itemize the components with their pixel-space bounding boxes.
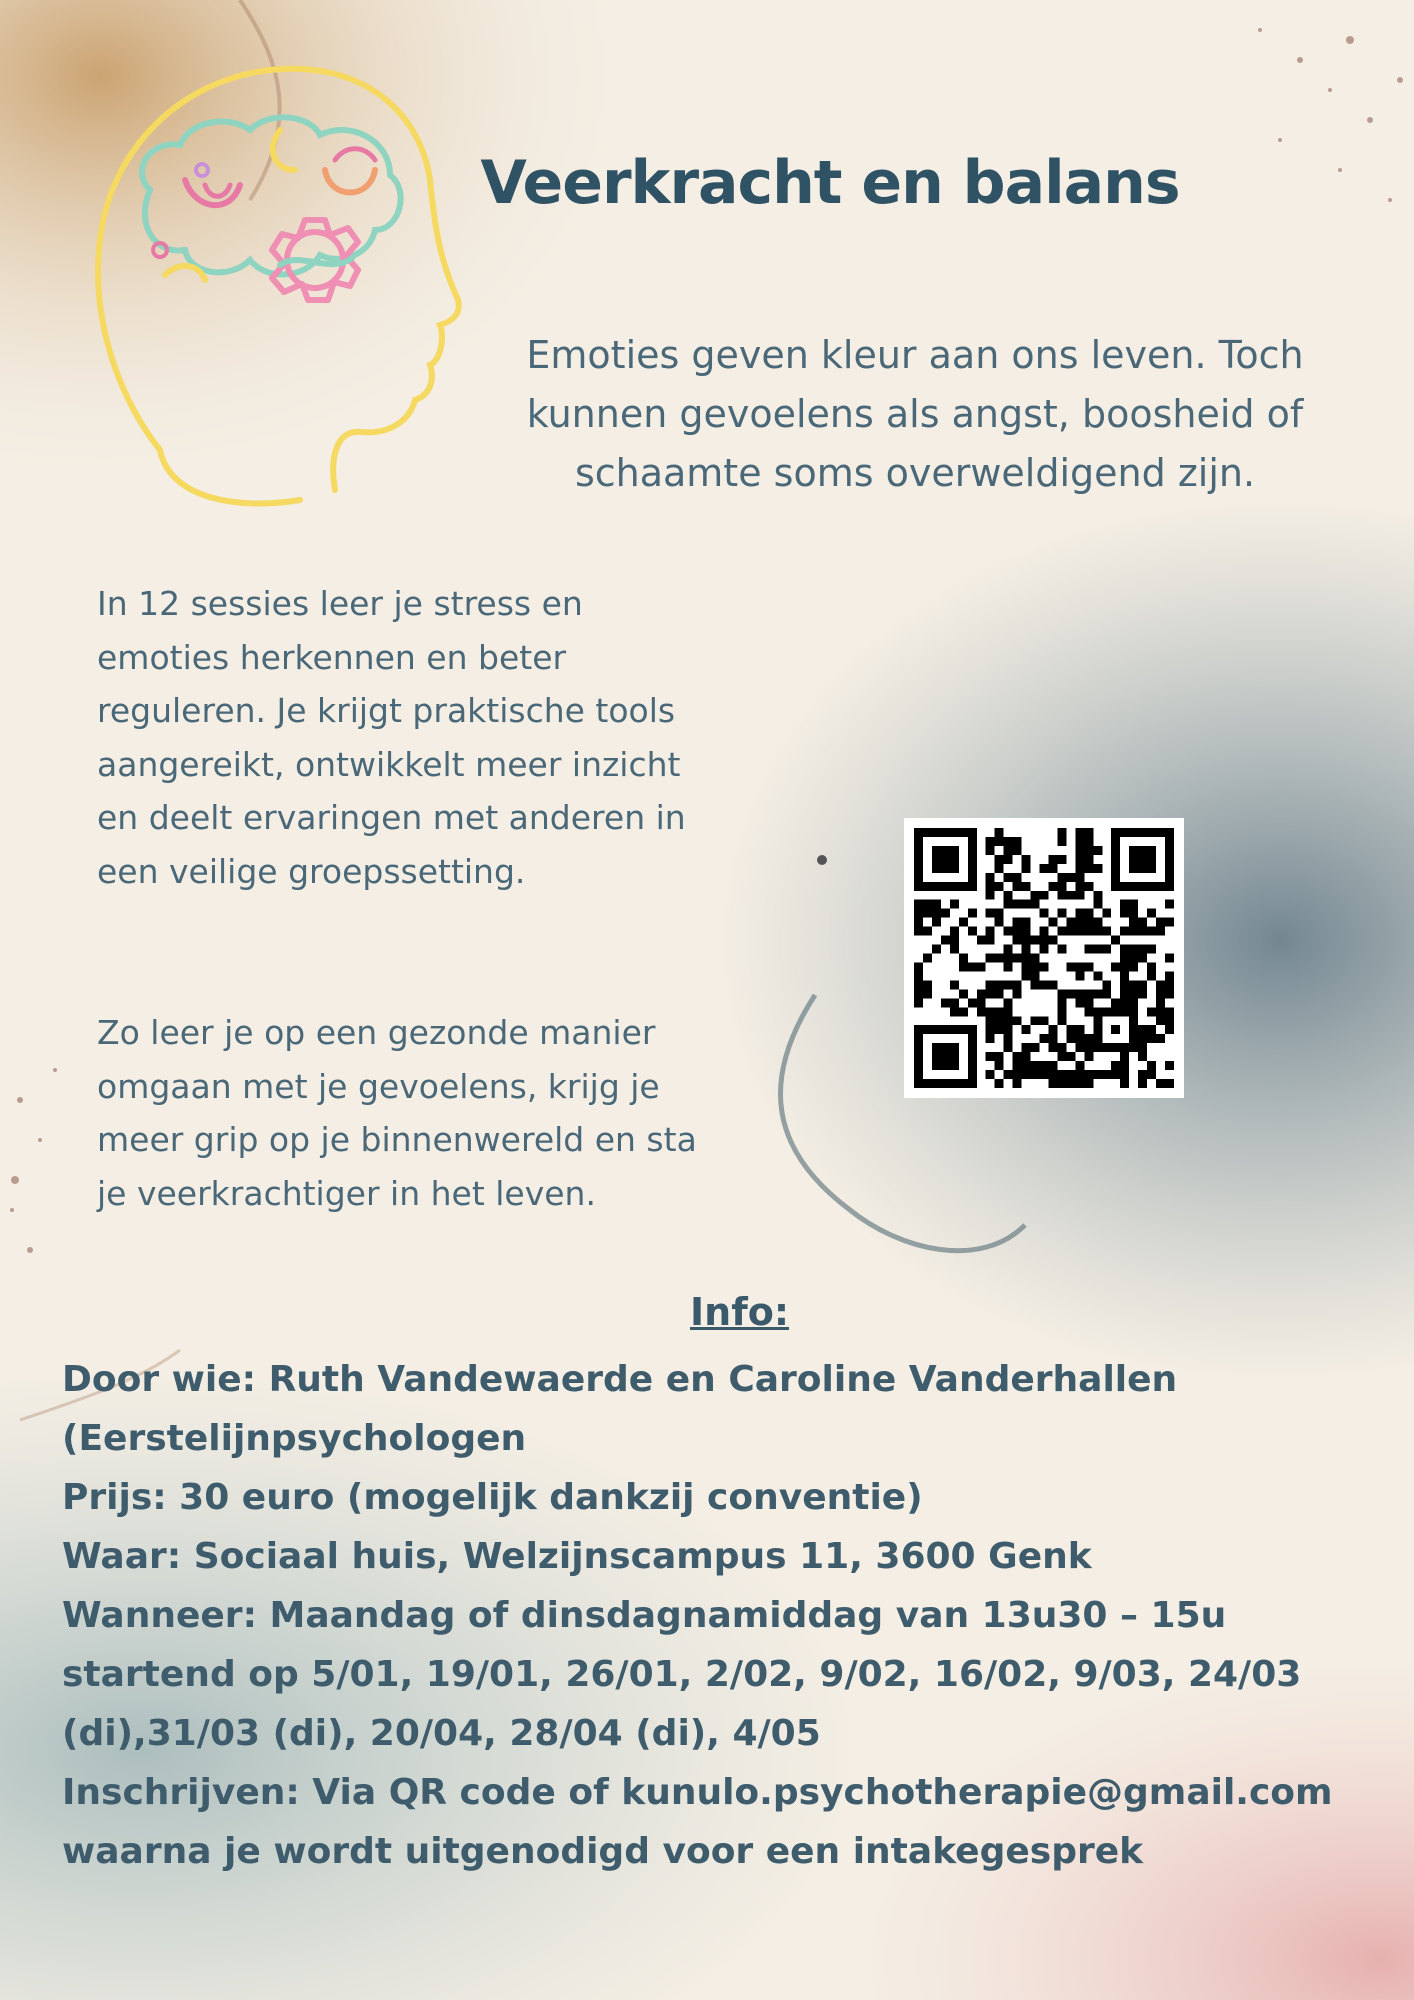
info-register: Inschrijven: Via QR code of kunulo.psychotherapie@gmail.com waarna je wordt uitgenodigd voor een intakegesprek (62, 1772, 1333, 1872)
body-paragraph-outcome: Zo leer je op een gezonde manier omgaan met je gevoelens, krijg je meer grip op je binnenwereld en sta je veerkrachtiger in het leven. (97, 1013, 697, 1213)
intro-text: Emoties geven kleur aan ons leven. Toch kunnen gevoelens als angst, boosheid of schaamte soms overweldigend zijn. (526, 333, 1304, 495)
qr-code-icon[interactable] (904, 818, 1184, 1098)
info-when: Wanneer: Maandag of dinsdagnamiddag van 13u30 – 15u startend op 5/01, 19/01, 26/01, 2/02, 9/02, 16/02, 9/03, 24/03 (di),31/03 (di), 20/04, 28/04 (di), 4/05 (62, 1595, 1302, 1754)
body-paragraph-sessions: In 12 sessies leer je stress en emoties herkennen en beter reguleren. Je krijgt praktische tools aangereikt, ontwikkelt meer inzicht en deelt ervaringen met anderen in een veilige groepssetting. (97, 584, 686, 891)
info-heading: Info: (690, 1290, 790, 1334)
info-where: Waar: Sociaal huis, Welzijnscampus 11, 3600 Genk (62, 1536, 1092, 1577)
info-block (62, 1350, 1392, 1881)
info-price: Prijs: 30 euro (mogelijk dankzij conventie) (62, 1477, 923, 1518)
info-who: Door wie: Ruth Vandewaerde en Caroline Vanderhallen (Eerstelijnpsychologen (62, 1359, 1178, 1459)
page-title: Veerkracht en balans (480, 148, 1180, 218)
head-brain-gear-icon (90, 60, 470, 520)
